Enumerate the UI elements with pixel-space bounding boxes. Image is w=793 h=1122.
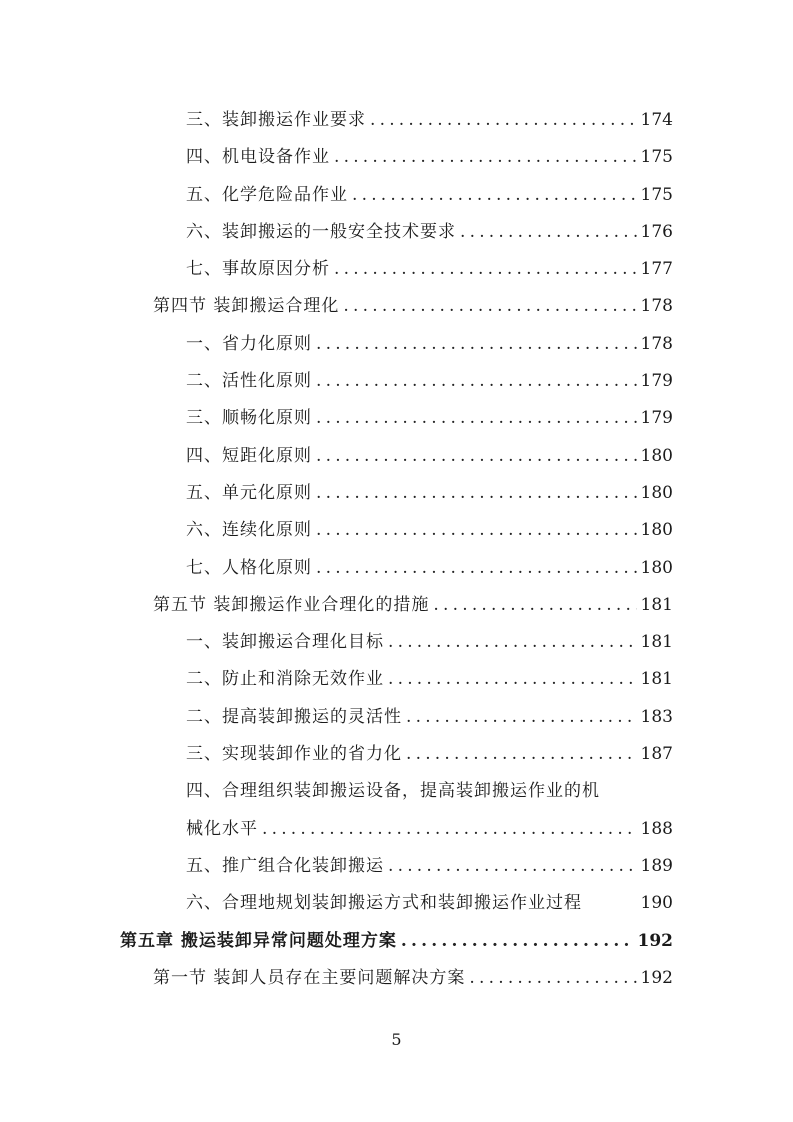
toc-entry-title: 五、推广组合化装卸搬运 xyxy=(186,855,384,876)
toc-leader-dots xyxy=(334,139,637,176)
toc-entry-title: 第一节 装卸人员存在主要问题解决方案 xyxy=(153,967,466,988)
toc-leader-dots xyxy=(316,326,637,363)
toc-leader-dots xyxy=(388,661,637,698)
toc-entry-page: 187 xyxy=(640,744,673,765)
toc-entry[interactable] xyxy=(0,661,793,698)
toc-section-entry[interactable] xyxy=(0,587,793,624)
toc-leader-dots xyxy=(334,251,637,288)
toc-entry[interactable] xyxy=(0,512,793,549)
toc-entry-title: 五、化学危险品作业 xyxy=(186,184,348,205)
toc-entry-page: 183 xyxy=(640,706,673,727)
toc-leader-dots xyxy=(352,177,637,214)
toc-entry-page: 189 xyxy=(640,855,673,876)
toc-entry[interactable] xyxy=(0,550,793,587)
toc-entry-title: 七、人格化原则 xyxy=(186,557,312,578)
toc-leader-dots xyxy=(388,624,637,661)
toc-entry-page: 179 xyxy=(640,408,673,429)
toc-entry-page: 176 xyxy=(640,221,673,242)
toc-entry[interactable] xyxy=(0,848,793,885)
toc-entry-title: 一、装卸搬运合理化目标 xyxy=(186,632,384,653)
toc-entry[interactable] xyxy=(0,214,793,251)
toc-entry[interactable] xyxy=(0,438,793,475)
toc-entry-page: 178 xyxy=(640,333,673,354)
toc-entry[interactable] xyxy=(0,773,793,810)
toc-entry-title: 五、单元化原则 xyxy=(186,482,312,503)
toc-entry[interactable] xyxy=(0,736,793,773)
toc-entry-page: 188 xyxy=(640,818,673,839)
toc-entry-title: 第四节 装卸搬运合理化 xyxy=(153,296,340,317)
toc-leader-dots xyxy=(370,102,637,139)
toc-entry-page: 178 xyxy=(640,296,673,317)
toc-entry[interactable] xyxy=(0,885,793,922)
page-number: 5 xyxy=(391,1030,402,1049)
toc-chapter-entry[interactable] xyxy=(0,923,793,960)
toc-entry-page: 180 xyxy=(640,482,673,503)
toc-entry[interactable] xyxy=(0,177,793,214)
toc-entry-title: 四、机电设备作业 xyxy=(186,147,330,168)
table-of-contents xyxy=(0,102,793,997)
toc-entry-title: 三、顺畅化原则 xyxy=(186,408,312,429)
toc-entry-page: 180 xyxy=(640,445,673,466)
toc-entry-title: 三、实现装卸作业的省力化 xyxy=(186,744,402,765)
toc-entry-title: 六、合理地规划装卸搬运方式和装卸搬运作业过程 xyxy=(186,893,582,914)
toc-entry-page: 180 xyxy=(640,520,673,541)
toc-entry-page: 175 xyxy=(640,184,673,205)
toc-entry[interactable] xyxy=(0,699,793,736)
toc-entry-page: 175 xyxy=(640,147,673,168)
toc-entry[interactable] xyxy=(0,251,793,288)
toc-entry[interactable] xyxy=(0,326,793,363)
toc-leader-dots xyxy=(469,960,636,997)
toc-entry-title: 六、连续化原则 xyxy=(186,520,312,541)
toc-entry-page: 192 xyxy=(637,930,673,951)
toc-entry[interactable] xyxy=(0,400,793,437)
toc-section-entry[interactable] xyxy=(0,960,793,997)
toc-leader-dots xyxy=(406,736,637,773)
toc-leader-dots xyxy=(316,512,637,549)
toc-entry-title: 第五节 装卸搬运作业合理化的措施 xyxy=(153,594,430,615)
toc-entry[interactable] xyxy=(0,624,793,661)
toc-entry-page: 181 xyxy=(640,669,673,690)
toc-entry-page: 190 xyxy=(640,893,673,914)
toc-entry-page: 179 xyxy=(640,371,673,392)
toc-entry-page: 180 xyxy=(640,557,673,578)
toc-entry-title: 六、装卸搬运的一般安全技术要求 xyxy=(186,221,456,242)
toc-leader-dots xyxy=(262,811,637,848)
toc-entry-title: 七、事故原因分析 xyxy=(186,259,330,280)
toc-entry-page: 181 xyxy=(640,632,673,653)
toc-entry-title: 二、防止和消除无效作业 xyxy=(186,669,384,690)
toc-leader-dots xyxy=(316,363,637,400)
toc-entry-title: 械化水平 xyxy=(186,818,258,839)
toc-entry-title: 二、提高装卸搬运的灵活性 xyxy=(186,706,402,727)
toc-entry-title: 四、短距化原则 xyxy=(186,445,312,466)
toc-entry[interactable] xyxy=(0,363,793,400)
toc-leader-dots xyxy=(316,475,637,512)
toc-leader-dots xyxy=(316,550,637,587)
toc-entry-title: 一、省力化原则 xyxy=(186,333,312,354)
toc-entry-page: 174 xyxy=(640,110,673,130)
toc-leader-dots xyxy=(316,438,637,475)
toc-section-entry[interactable] xyxy=(0,288,793,325)
toc-entry-page: 192 xyxy=(640,967,673,988)
toc-leader-dots xyxy=(460,214,637,251)
toc-entry-continuation[interactable] xyxy=(0,811,793,848)
toc-entry[interactable] xyxy=(0,102,793,139)
toc-entry[interactable] xyxy=(0,139,793,176)
toc-leader-dots xyxy=(343,288,636,325)
toc-entry-title: 三、装卸搬运作业要求 xyxy=(186,110,366,130)
toc-entry-title: 四、合理组织装卸搬运设备，提高装卸搬运作业的机 xyxy=(186,781,600,802)
toc-entry[interactable] xyxy=(0,475,793,512)
toc-leader-dots xyxy=(433,587,636,624)
toc-entry-page: 177 xyxy=(640,259,673,280)
toc-entry-title: 第五章 搬运装卸异常问题处理方案 xyxy=(120,930,397,951)
toc-leader-dots xyxy=(401,923,634,960)
toc-leader-dots xyxy=(388,848,637,885)
toc-leader-dots xyxy=(406,699,637,736)
toc-entry-title: 二、活性化原则 xyxy=(186,371,312,392)
toc-entry-page: 181 xyxy=(640,594,673,615)
toc-leader-dots xyxy=(316,400,637,437)
